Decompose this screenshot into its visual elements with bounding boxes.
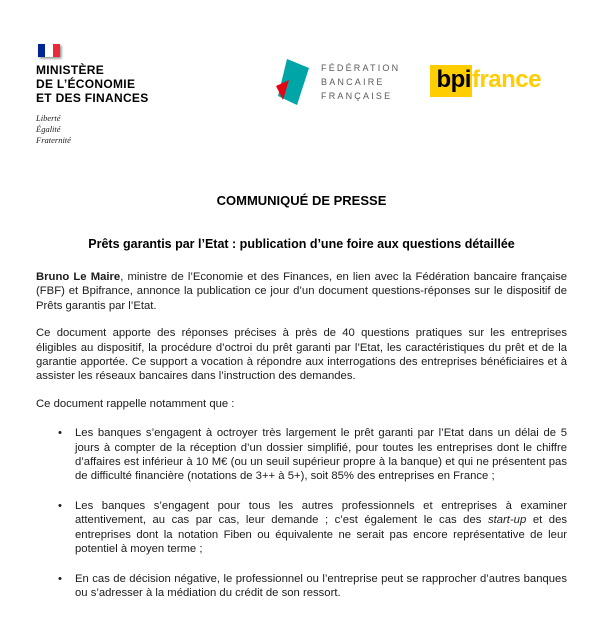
bullet-3-text: En cas de décision négative, le professionnel ou l’entreprise peut se rapprocher d’autres banques ou s’adresser à la médiation du crédit de son ressort. [75, 572, 567, 599]
bullet-item-2 [58, 499, 567, 557]
paragraph-lead-in: Ce document rappelle notamment que : [36, 397, 235, 410]
bullet-2-italic: start-up [487, 514, 527, 527]
bpifrance-france-wordmark: france [471, 66, 541, 93]
document-body [36, 270, 567, 600]
ministry-name-line2: DE L’ÉCONOMIE [36, 77, 136, 91]
fbf-line3: FRANÇAISE [321, 91, 393, 101]
paragraph-intro-text: , ministre de l’Economie et des Finances, en lien avec la Fédération bancaire française (FBF) et Bpifrance, annonce la publication ce jour d’un document questions-réponses sur le dispositif de Prêts garantis par l’Etat. [36, 271, 568, 312]
bullet-item-1 [58, 426, 567, 484]
bpifrance-logo [430, 65, 541, 97]
bullet-list [36, 426, 567, 600]
french-flag-icon [38, 44, 60, 57]
paragraph-intro [36, 270, 567, 313]
bullet-item-3 [58, 572, 567, 601]
republic-motto [36, 113, 206, 146]
ministry-name-line1: MINISTÈRE [36, 63, 105, 77]
fbf-line2: BANCAIRE [321, 77, 385, 87]
bpifrance-bpi-block: bpi [430, 65, 472, 97]
motto-liberte: Liberté [36, 113, 61, 123]
bullet-1-text: Les banques s’engagent à octroyer très largement le prêt garanti par l’Etat dans un délai de 5 jours à compter de la réception d’un dossier simplifié, pour toutes les entreprises dont le chiffre d’affaires est inférieur à 10 M€ (ou un seuil supérieur propre à la banque) et qui ne présentent pas de difficulté financière (notations de 3++ à 5+), soit 85% des entreprises en France ; [75, 427, 567, 483]
fbf-line1: FÉDÉRATION [321, 63, 401, 73]
logo-header [36, 44, 567, 146]
press-release-heading: COMMUNIQUÉ DE PRESSE [216, 193, 387, 208]
minister-name: Bruno Le Maire [36, 271, 121, 283]
motto-egalite: Égalité [36, 124, 61, 134]
ministry-name-line3: ET DES FINANCES [36, 91, 149, 105]
bullet-2-text: Les banques s’engagent pour tous les autres professionnels et entreprises à examiner attentivement, au cas par cas, leur demande ; c’est également le cas des [75, 499, 567, 527]
fbf-logo [276, 59, 400, 105]
document-subtitle: Prêts garantis par l’Etat : publication d’une foire aux questions détaillée [88, 237, 515, 251]
fbf-flag-icon [276, 59, 309, 105]
motto-fraternite: Fraternité [36, 135, 71, 145]
fbf-wordmark [321, 61, 400, 103]
bullet-2-text-after: et des entreprises dont la notation Fiben ou équivalente ne serait pas encore représentative de leur potentiel à moyen terme ; [75, 514, 567, 556]
ministry-name [36, 63, 206, 105]
ministry-logo [36, 44, 206, 146]
paragraph-description: Ce document apporte des réponses précises à près de 40 questions pratiques sur les entreprises éligibles au dispositif, la procédure d’octroi du prêt garanti par l’Etat, les caractéristiques du prêt et de la garantie apportée. Ce support a vocation à répondre aux interrogations des entreprises bénéficiaires et à assister les réseaux bancaires dans l’instruction des demandes. [36, 327, 567, 383]
